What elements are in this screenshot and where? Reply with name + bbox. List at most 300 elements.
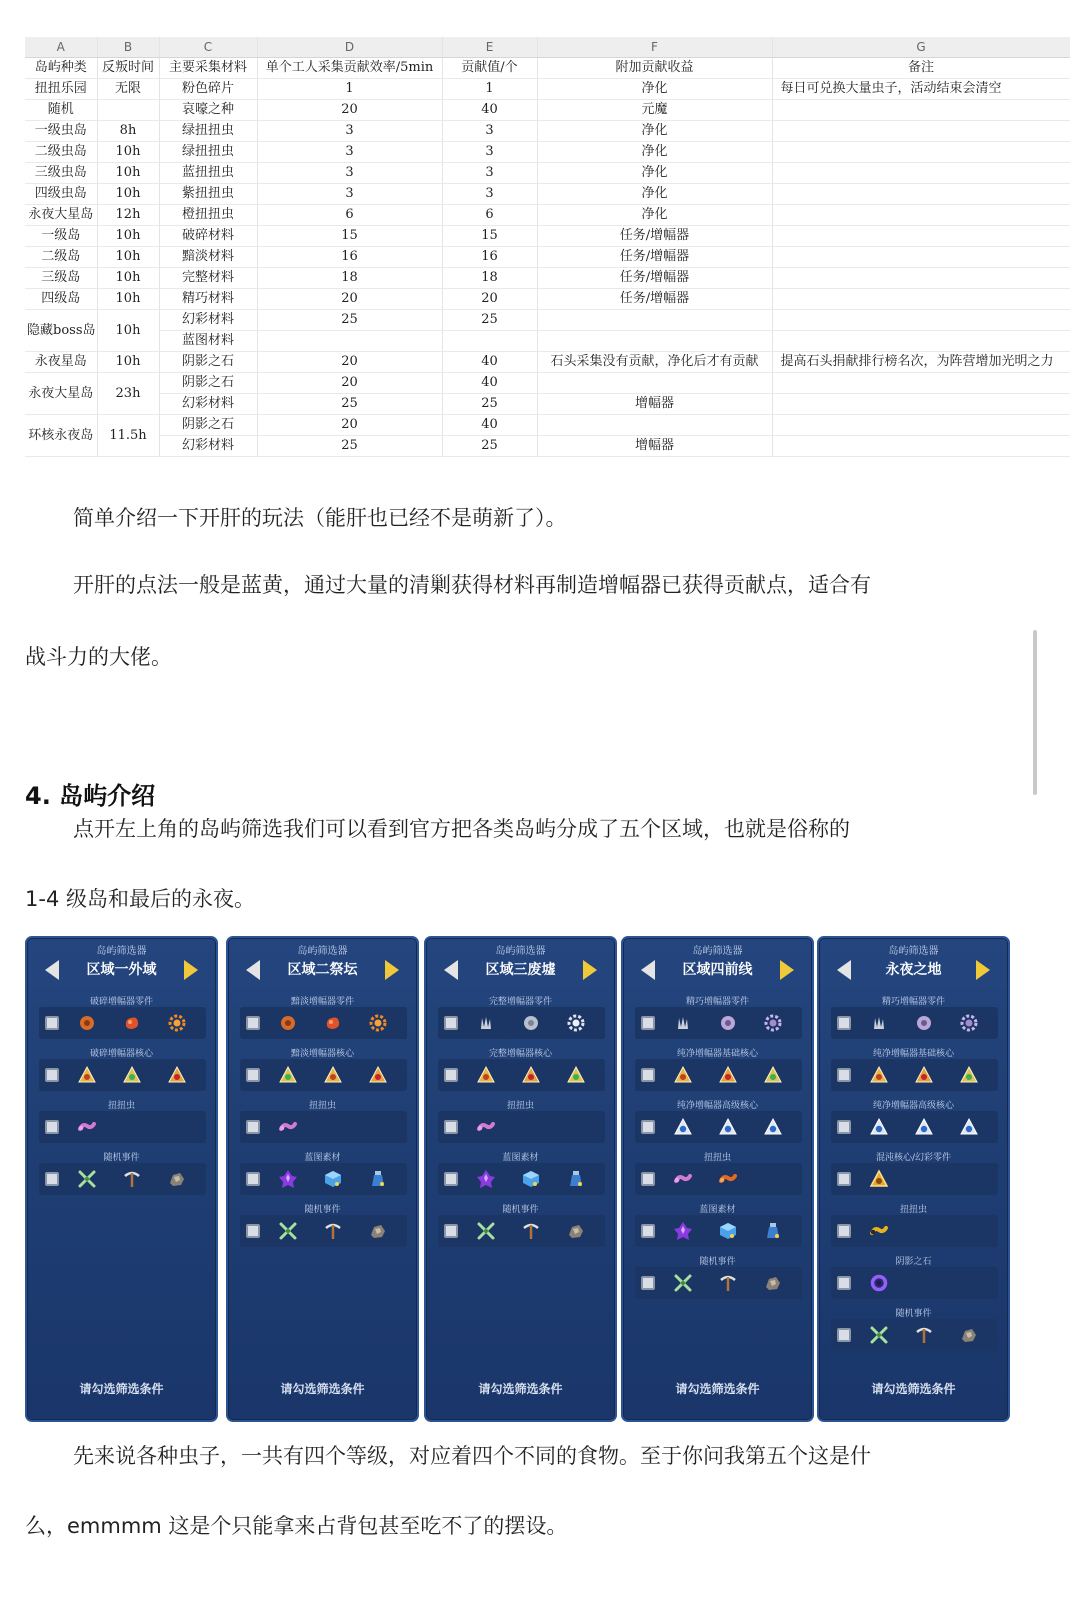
orange-triangle-core-icon bbox=[323, 1065, 343, 1085]
column-header: 岛屿种类 bbox=[25, 58, 97, 79]
red-triangle-core-icon bbox=[368, 1065, 388, 1085]
table-cell: 10h bbox=[97, 268, 159, 289]
table-cell bbox=[537, 373, 772, 394]
filter-checkbox[interactable] bbox=[444, 1120, 458, 1134]
table-cell: 扭扭乐园 bbox=[25, 79, 97, 100]
green-triangle-core-icon bbox=[566, 1065, 586, 1085]
table-cell: 净化 bbox=[537, 205, 772, 226]
orange-blob-icon bbox=[122, 1013, 142, 1033]
table-cell: 完整材料 bbox=[159, 268, 257, 289]
panel-title: 岛屿筛选器 bbox=[692, 946, 743, 957]
blue-cube-icon bbox=[323, 1169, 343, 1189]
column-letter: A bbox=[25, 37, 97, 58]
islands-paragraph-line1: 点开左上角的岛屿筛选我们可以看到官方把各类岛屿分成了五个区域，也就是俗称的 bbox=[73, 817, 850, 841]
bugs-paragraph-line2: 么，emmmm 这是个只能拿来占背包甚至吃不了的摆设。 bbox=[25, 1514, 568, 1538]
red-triangle-core-icon bbox=[167, 1065, 187, 1085]
filter-row[interactable] bbox=[635, 1059, 802, 1091]
section-label: 纯净增幅器高级核心 bbox=[676, 1101, 758, 1111]
filter-checkbox[interactable] bbox=[837, 1172, 851, 1186]
filter-row[interactable] bbox=[438, 1059, 605, 1091]
scrollbar-thumb[interactable] bbox=[1033, 630, 1037, 795]
panel-title: 岛屿筛选器 bbox=[888, 946, 939, 957]
table-cell bbox=[772, 373, 1070, 394]
table-row bbox=[25, 436, 1070, 457]
section-label: 黯淡增幅器零件 bbox=[290, 997, 354, 1007]
filter-row[interactable] bbox=[438, 1215, 605, 1247]
table-cell: 18 bbox=[257, 268, 442, 289]
table-cell: 破碎材料 bbox=[159, 226, 257, 247]
table-row bbox=[25, 289, 1070, 310]
next-region-arrow-icon[interactable] bbox=[184, 960, 198, 980]
table-cell: 净化 bbox=[537, 184, 772, 205]
crossed-swords-icon bbox=[278, 1221, 298, 1241]
red-triangle-core-icon bbox=[718, 1065, 738, 1085]
filter-row[interactable] bbox=[831, 1267, 998, 1299]
bugs-paragraph-line1: 先来说各种虫子，一共有四个等级，对应着四个不同的食物。至于你问我第五个这是什 bbox=[73, 1444, 871, 1468]
table-row bbox=[25, 184, 1070, 205]
table-cell: 粉色碎片 bbox=[159, 79, 257, 100]
column-header: 主要采集材料 bbox=[159, 58, 257, 79]
table-cell: 3 bbox=[442, 184, 537, 205]
filter-panel bbox=[817, 936, 1010, 1422]
orange-nut-icon bbox=[77, 1013, 97, 1033]
table-row bbox=[25, 394, 1070, 415]
filter-row[interactable] bbox=[438, 1007, 605, 1039]
silver-claw-icon bbox=[869, 1013, 889, 1033]
section-label: 精巧增幅器零件 bbox=[881, 997, 945, 1007]
table-cell: 10h bbox=[97, 184, 159, 205]
filter-row[interactable] bbox=[240, 1215, 407, 1247]
table-cell bbox=[772, 121, 1070, 142]
table-cell: 永夜大星岛 bbox=[25, 373, 97, 415]
ore-icon bbox=[368, 1221, 388, 1241]
table-cell: 12h bbox=[97, 205, 159, 226]
filter-checkbox[interactable] bbox=[246, 1120, 260, 1134]
yellow-worm-icon bbox=[869, 1221, 889, 1241]
violet-gear-icon bbox=[959, 1013, 979, 1033]
orange-blob-icon bbox=[323, 1013, 343, 1033]
panel-title: 岛屿筛选器 bbox=[495, 946, 546, 957]
filter-checkbox[interactable] bbox=[444, 1172, 458, 1186]
table-cell bbox=[772, 436, 1070, 457]
filter-prompt: 请勾选筛选条件 bbox=[478, 1382, 563, 1396]
table-cell: 25 bbox=[257, 436, 442, 457]
filter-prompt: 请勾选筛选条件 bbox=[871, 1382, 956, 1396]
orange-triangle-core-icon bbox=[77, 1065, 97, 1085]
table-cell bbox=[772, 289, 1070, 310]
pink-worm-icon bbox=[278, 1117, 298, 1137]
orange-triangle-core-icon bbox=[476, 1065, 496, 1085]
filter-checkbox[interactable] bbox=[641, 1120, 655, 1134]
table-cell: 3 bbox=[257, 121, 442, 142]
table-cell: 16 bbox=[442, 247, 537, 268]
table-cell: 环核永夜岛 bbox=[25, 415, 97, 457]
table-cell: 15 bbox=[257, 226, 442, 247]
method-paragraph-line2: 战斗力的大佬。 bbox=[25, 645, 172, 669]
table-cell: 净化 bbox=[537, 163, 772, 184]
pickaxe-icon bbox=[718, 1273, 738, 1293]
table-cell bbox=[772, 268, 1070, 289]
table-cell: 绿扭扭虫 bbox=[159, 142, 257, 163]
table-cell: 任务/增幅器 bbox=[537, 226, 772, 247]
orange-triangle-core-icon bbox=[673, 1065, 693, 1085]
filter-row[interactable] bbox=[240, 1059, 407, 1091]
filter-checkbox[interactable] bbox=[45, 1068, 59, 1082]
table-row bbox=[25, 205, 1070, 226]
table-cell: 1 bbox=[257, 79, 442, 100]
filter-row[interactable] bbox=[831, 1111, 998, 1143]
section-label: 精巧增幅器零件 bbox=[685, 997, 749, 1007]
table-cell bbox=[772, 310, 1070, 331]
silver-claw-icon bbox=[476, 1013, 496, 1033]
table-cell: 6 bbox=[442, 205, 537, 226]
filter-row[interactable] bbox=[831, 1059, 998, 1091]
column-letter: F bbox=[537, 37, 772, 58]
red-triangle-core-icon bbox=[521, 1065, 541, 1085]
spreadsheet bbox=[25, 37, 1070, 482]
filter-row[interactable] bbox=[240, 1111, 407, 1143]
blue-cube-icon bbox=[718, 1221, 738, 1241]
ore-icon bbox=[167, 1169, 187, 1189]
table-cell: 元魔 bbox=[537, 100, 772, 121]
region-name: 区域四前线 bbox=[682, 962, 753, 978]
filter-row[interactable] bbox=[831, 1163, 998, 1195]
filter-panel bbox=[621, 936, 814, 1422]
filter-checkbox[interactable] bbox=[837, 1068, 851, 1082]
table-cell: 四级虫岛 bbox=[25, 184, 97, 205]
table-row bbox=[25, 268, 1070, 289]
section-label: 阴影之石 bbox=[895, 1257, 932, 1267]
purple-crystal-icon bbox=[476, 1169, 496, 1189]
filter-checkbox[interactable] bbox=[444, 1016, 458, 1030]
purple-ring-icon bbox=[869, 1273, 889, 1293]
table-cell: 四级岛 bbox=[25, 289, 97, 310]
ore-icon bbox=[763, 1273, 783, 1293]
section-label: 纯净增幅器基础核心 bbox=[676, 1049, 758, 1059]
table-cell: 哀嚎之种 bbox=[159, 100, 257, 121]
section-label: 扭扭虫 bbox=[899, 1205, 927, 1215]
table-cell: 阴影之石 bbox=[159, 373, 257, 394]
table-cell: 20 bbox=[257, 289, 442, 310]
table-row bbox=[25, 331, 1070, 352]
pink-worm-icon bbox=[673, 1169, 693, 1189]
table-cell bbox=[537, 310, 772, 331]
table-cell: 15 bbox=[442, 226, 537, 247]
filter-checkbox[interactable] bbox=[837, 1120, 851, 1134]
table-cell: 精巧材料 bbox=[159, 289, 257, 310]
method-paragraph-line1: 开肝的点法一般是蓝黄，通过大量的清剿获得材料再制造增幅器已获得贡献点，适合有 bbox=[73, 573, 871, 597]
pink-worm-icon bbox=[77, 1117, 97, 1137]
filter-prompt: 请勾选筛选条件 bbox=[280, 1382, 365, 1396]
filter-checkbox[interactable] bbox=[641, 1172, 655, 1186]
table-cell: 二级虫岛 bbox=[25, 142, 97, 163]
pickaxe-icon bbox=[122, 1169, 142, 1189]
filter-checkbox[interactable] bbox=[641, 1276, 655, 1290]
table-row bbox=[25, 373, 1070, 394]
next-region-arrow-icon[interactable] bbox=[385, 960, 399, 980]
orange-nut-icon bbox=[278, 1013, 298, 1033]
column-letter: G bbox=[772, 37, 1070, 58]
purple-crystal-icon bbox=[278, 1169, 298, 1189]
table-cell: 一级岛 bbox=[25, 226, 97, 247]
section-label: 破碎增幅器零件 bbox=[89, 997, 153, 1007]
section-label: 破碎增幅器核心 bbox=[89, 1049, 153, 1059]
next-region-arrow-icon[interactable] bbox=[976, 960, 990, 980]
next-region-arrow-icon[interactable] bbox=[583, 960, 597, 980]
panel-title: 岛屿筛选器 bbox=[96, 946, 147, 957]
section-label: 随机事件 bbox=[304, 1205, 341, 1215]
table-cell: 18 bbox=[442, 268, 537, 289]
table-cell: 任务/增幅器 bbox=[537, 268, 772, 289]
blue-triangle-core-icon bbox=[869, 1117, 889, 1137]
column-letter: C bbox=[159, 37, 257, 58]
table-cell: 20 bbox=[257, 373, 442, 394]
filter-checkbox[interactable] bbox=[246, 1224, 260, 1238]
table-cell: 蓝图材料 bbox=[159, 331, 257, 352]
section-label: 随机事件 bbox=[895, 1309, 932, 1319]
filter-checkbox[interactable] bbox=[45, 1120, 59, 1134]
table-cell: 三级岛 bbox=[25, 268, 97, 289]
ore-icon bbox=[959, 1325, 979, 1345]
table-cell: 10h bbox=[97, 163, 159, 184]
orange-gear-icon bbox=[167, 1013, 187, 1033]
filter-checkbox[interactable] bbox=[837, 1016, 851, 1030]
filter-row[interactable] bbox=[438, 1163, 605, 1195]
section-heading: 4. 岛屿介绍 bbox=[25, 782, 156, 810]
filter-checkbox[interactable] bbox=[246, 1016, 260, 1030]
pickaxe-icon bbox=[521, 1221, 541, 1241]
violet-nut-icon bbox=[718, 1013, 738, 1033]
table-cell: 一级虫岛 bbox=[25, 121, 97, 142]
table-cell: 净化 bbox=[537, 79, 772, 100]
column-letter-row bbox=[25, 37, 1070, 58]
table-row bbox=[25, 415, 1070, 436]
filter-row[interactable] bbox=[39, 1059, 206, 1091]
islands-paragraph-line2: 1-4 级岛和最后的永夜。 bbox=[25, 887, 255, 911]
table-cell bbox=[772, 247, 1070, 268]
table-cell: 16 bbox=[257, 247, 442, 268]
filter-checkbox[interactable] bbox=[641, 1224, 655, 1238]
filter-checkbox[interactable] bbox=[837, 1276, 851, 1290]
filter-row[interactable] bbox=[635, 1267, 802, 1299]
filter-checkbox[interactable] bbox=[45, 1016, 59, 1030]
table-cell: 石头采集没有贡献，净化后才有贡献 bbox=[537, 352, 772, 373]
table-cell: 25 bbox=[257, 310, 442, 331]
table-cell: 二级岛 bbox=[25, 247, 97, 268]
filter-row[interactable] bbox=[39, 1163, 206, 1195]
section-label: 纯净增幅器基础核心 bbox=[872, 1049, 954, 1059]
table-row bbox=[25, 310, 1070, 331]
blue-triangle-core-icon bbox=[914, 1117, 934, 1137]
table-cell bbox=[772, 415, 1070, 436]
intro-paragraph: 简单介绍一下开肝的玩法（能肝也已经不是萌新了）。 bbox=[73, 506, 567, 530]
crossed-swords-icon bbox=[869, 1325, 889, 1345]
filter-row[interactable] bbox=[39, 1007, 206, 1039]
filter-panel bbox=[25, 936, 218, 1422]
orange-worm-icon bbox=[718, 1169, 738, 1189]
next-region-arrow-icon[interactable] bbox=[780, 960, 794, 980]
filter-row[interactable] bbox=[635, 1111, 802, 1143]
column-letter: E bbox=[442, 37, 537, 58]
table-cell bbox=[772, 184, 1070, 205]
column-letter: B bbox=[97, 37, 159, 58]
table-cell: 任务/增幅器 bbox=[537, 247, 772, 268]
section-label: 蓝图素材 bbox=[502, 1153, 539, 1163]
table-cell bbox=[772, 142, 1070, 163]
table-cell: 净化 bbox=[537, 142, 772, 163]
violet-nut-icon bbox=[914, 1013, 934, 1033]
column-header: 备注 bbox=[772, 58, 1070, 79]
green-triangle-core-icon bbox=[278, 1065, 298, 1085]
table-cell: 紫扭扭虫 bbox=[159, 184, 257, 205]
section-label: 混沌核心/幻彩零件 bbox=[875, 1153, 952, 1163]
filter-checkbox[interactable] bbox=[246, 1172, 260, 1186]
region-name: 区域三废墟 bbox=[485, 962, 556, 978]
table-cell: 黯淡材料 bbox=[159, 247, 257, 268]
table-row bbox=[25, 247, 1070, 268]
table-cell bbox=[772, 100, 1070, 121]
table-cell bbox=[772, 205, 1070, 226]
blue-potion-icon bbox=[368, 1169, 388, 1189]
red-triangle-core-icon bbox=[914, 1065, 934, 1085]
crossed-swords-icon bbox=[77, 1169, 97, 1189]
table-cell bbox=[97, 100, 159, 121]
filter-checkbox[interactable] bbox=[837, 1224, 851, 1238]
filter-row[interactable] bbox=[635, 1163, 802, 1195]
section-label: 随机事件 bbox=[699, 1257, 736, 1267]
table-cell: 1 bbox=[442, 79, 537, 100]
table-cell: 3 bbox=[257, 163, 442, 184]
filter-checkbox[interactable] bbox=[444, 1068, 458, 1082]
silver-claw-icon bbox=[673, 1013, 693, 1033]
table-cell: 25 bbox=[442, 436, 537, 457]
table-cell: 增幅器 bbox=[537, 394, 772, 415]
table-cell: 三级虫岛 bbox=[25, 163, 97, 184]
blue-triangle-core-icon bbox=[673, 1117, 693, 1137]
filter-checkbox[interactable] bbox=[444, 1224, 458, 1238]
table-cell: 永夜大星岛 bbox=[25, 205, 97, 226]
table-cell: 3 bbox=[442, 121, 537, 142]
filter-checkbox[interactable] bbox=[641, 1016, 655, 1030]
table-cell: 幻彩材料 bbox=[159, 310, 257, 331]
filter-row[interactable] bbox=[831, 1007, 998, 1039]
crossed-swords-icon bbox=[673, 1273, 693, 1293]
filter-prompt: 请勾选筛选条件 bbox=[675, 1382, 760, 1396]
section-label: 黯淡增幅器核心 bbox=[290, 1049, 354, 1059]
filter-row[interactable] bbox=[438, 1111, 605, 1143]
section-label: 随机事件 bbox=[502, 1205, 539, 1215]
filter-checkbox[interactable] bbox=[837, 1328, 851, 1342]
table-cell: 25 bbox=[442, 394, 537, 415]
blue-triangle-core-icon bbox=[959, 1117, 979, 1137]
table-row bbox=[25, 121, 1070, 142]
section-label: 随机事件 bbox=[103, 1153, 140, 1163]
pickaxe-icon bbox=[323, 1221, 343, 1241]
table-cell: 隐藏boss岛 bbox=[25, 310, 97, 352]
table-cell: 23h bbox=[97, 373, 159, 415]
blue-triangle-core-icon bbox=[718, 1117, 738, 1137]
table-cell: 3 bbox=[257, 142, 442, 163]
filter-row[interactable] bbox=[39, 1111, 206, 1143]
table-cell: 绿扭扭虫 bbox=[159, 121, 257, 142]
filter-row[interactable] bbox=[831, 1215, 998, 1247]
table-cell: 3 bbox=[442, 163, 537, 184]
section-label: 完整增幅器核心 bbox=[488, 1049, 552, 1059]
table-row bbox=[25, 163, 1070, 184]
filter-row[interactable] bbox=[635, 1007, 802, 1039]
section-label: 扭扭虫 bbox=[506, 1101, 534, 1111]
table-cell: 任务/增幅器 bbox=[537, 289, 772, 310]
orange-triangle-core-icon bbox=[869, 1065, 889, 1085]
table-cell: 6 bbox=[257, 205, 442, 226]
table-cell: 20 bbox=[257, 100, 442, 121]
filter-checkbox[interactable] bbox=[641, 1068, 655, 1082]
island-table bbox=[25, 37, 1070, 457]
column-header: 附加贡献收益 bbox=[537, 58, 772, 79]
table-cell: 25 bbox=[257, 394, 442, 415]
table-cell bbox=[772, 331, 1070, 352]
section-label: 纯净增幅器高级核心 bbox=[872, 1101, 954, 1111]
silver-nut-icon bbox=[521, 1013, 541, 1033]
table-cell: 3 bbox=[257, 184, 442, 205]
green-triangle-core-icon bbox=[122, 1065, 142, 1085]
table-row bbox=[25, 142, 1070, 163]
filter-checkbox[interactable] bbox=[45, 1172, 59, 1186]
table-cell bbox=[257, 331, 442, 352]
panel-title: 岛屿筛选器 bbox=[297, 946, 348, 957]
table-row bbox=[25, 79, 1070, 100]
blue-cube-icon bbox=[521, 1169, 541, 1189]
section-label: 蓝图素材 bbox=[304, 1153, 341, 1163]
section-label: 扭扭虫 bbox=[107, 1101, 135, 1111]
section-label: 扭扭虫 bbox=[703, 1153, 731, 1163]
table-cell: 10h bbox=[97, 352, 159, 373]
filter-row[interactable] bbox=[240, 1163, 407, 1195]
section-label: 完整增幅器零件 bbox=[488, 997, 552, 1007]
table-cell: 阴影之石 bbox=[159, 415, 257, 436]
green-triangle-core-icon bbox=[763, 1065, 783, 1085]
table-cell: 25 bbox=[442, 310, 537, 331]
crossed-swords-icon bbox=[476, 1221, 496, 1241]
golden-core-icon bbox=[869, 1169, 889, 1189]
table-cell: 20 bbox=[257, 415, 442, 436]
green-triangle-core-icon bbox=[959, 1065, 979, 1085]
table-cell: 40 bbox=[442, 373, 537, 394]
orange-gear-icon bbox=[368, 1013, 388, 1033]
filter-row[interactable] bbox=[831, 1319, 998, 1351]
filter-row[interactable] bbox=[240, 1007, 407, 1039]
table-cell: 幻彩材料 bbox=[159, 394, 257, 415]
silver-gear-icon bbox=[566, 1013, 586, 1033]
table-cell bbox=[772, 394, 1070, 415]
table-cell: 8h bbox=[97, 121, 159, 142]
header-row bbox=[25, 58, 1070, 79]
table-cell: 净化 bbox=[537, 121, 772, 142]
column-header: 单个工人采集贡献效率/5min bbox=[257, 58, 442, 79]
blue-potion-icon bbox=[566, 1169, 586, 1189]
table-cell: 10h bbox=[97, 142, 159, 163]
table-cell: 40 bbox=[442, 352, 537, 373]
filter-checkbox[interactable] bbox=[246, 1068, 260, 1082]
filter-row[interactable] bbox=[635, 1215, 802, 1247]
column-header: 反叛时间 bbox=[97, 58, 159, 79]
pink-worm-icon bbox=[476, 1117, 496, 1137]
ore-icon bbox=[566, 1221, 586, 1241]
table-cell: 幻彩材料 bbox=[159, 436, 257, 457]
region-name: 永夜之地 bbox=[885, 962, 942, 978]
table-cell: 10h bbox=[97, 247, 159, 268]
table-cell bbox=[442, 331, 537, 352]
